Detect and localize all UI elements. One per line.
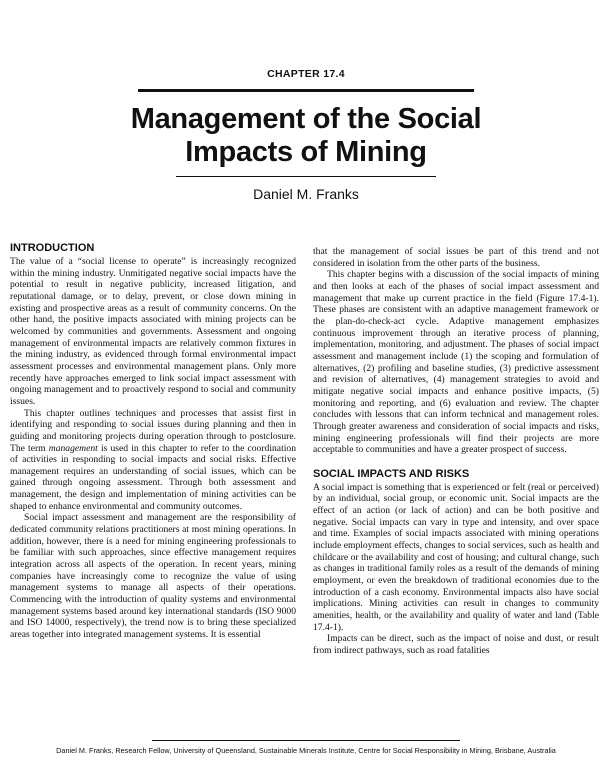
section-heading-social-impacts: SOCIAL IMPACTS AND RISKS [313, 467, 470, 480]
paragraph: that the management of social issues be part of this trend and not considered in isolation from the other parts of the business. [313, 246, 599, 269]
paragraph: Impacts can be direct, such as the impact of noise and dust, or result from indirect pathways, such as road fatalities [313, 633, 599, 656]
right-column [313, 246, 599, 657]
text-run: is used in this chapter to refer to the coordination of activities in responding to social impacts and social risks. Effective management requires an understanding of social issues, which can be gained through ongoing assessment. Through both assessment and management, the design and implementation of mining activities can be shaped to enhance environmental and community outcomes. [10, 442, 296, 512]
paragraph: Social impact assessment and management are the responsibility of dedicated community relations practitioners at most mining operations. In addition, however, there is a need for mining engineering professionals to be familiar with such approaches, since effective management requires integration across all aspects of the operation. In recent years, mining companies have increasingly come to recognize the value of using management systems to manage all aspects of their operations. Commencing with the introduction of quality systems and environmental management systems based around key international standards (ISO 9000 and ISO 14000, respectively), the trend now is to bring these specialized areas together into integrated management systems. It is essential [10, 512, 296, 640]
section-heading-introduction: INTRODUCTION [10, 242, 95, 254]
author-affiliation-footnote: Daniel M. Franks, Research Fellow, University of Queensland, Sustainable Minerals Institute, Centre for Social Responsibility in Mining, Brisbane, Australia [56, 746, 556, 755]
author-name: Daniel M. Franks [253, 186, 359, 202]
emphasis-term: management [48, 442, 98, 454]
title-line-2: Impacts of Mining [185, 136, 427, 168]
paragraph: A social impact is something that is experienced or felt (real or perceived) by an individual, social group, or economic unit. Social impacts are the effect of an action (or lack of action) and can be both positive and negative. Social impacts can vary in type and intensity, and over space and time. Examples of social impacts associated with mining operations include employment effects, changes to social services, such as health and childcare or the availability and cost of housing; and cultural change, such as changes in traditional family roles as a result of the demands of mining employment, or even the breakdown of traditional economies due to the introduction of a cash economy. Environmental impacts also have social implications. Mining activities can result in changes to community amenities, health, or the availability and quality of water and land (Table 17.4-1). [313, 481, 599, 633]
title-rule [176, 176, 436, 177]
chapter-label: CHAPTER 17.4 [267, 68, 345, 80]
text-run: This chapter outlines techniques and processes that assist first in identifying and responding to social issues during planning and then in guiding and monitoring projects during operation through to postclosure. The term [10, 407, 296, 454]
paragraph: This chapter begins with a discussion of the social impacts of mining and then looks at each of the phases of social impact assessment and management that make up current practice in the field (Figure 17.4-1). These phases are consistent with an adaptive management framework or the plan-do-check-act cycle. Adaptive management emphasizes continuous improvement through an iterative process of planning, implementation, monitoring, and adjustment. The phases of social impact assessment and management include (1) the scoping and formulation of alternatives, (2) profiling and baseline studies, (3) predictive assessment and revision of alternatives, (4) management strategies to avoid and mitigate negative social impacts and enhance positive impacts, (5) monitoring and reporting, and (6) evaluation and review. The chapter concludes with lessons that can inform technical and management roles. Through greater awareness and consideration of social impacts and risks, mining engineering professionals will find their projects are more acceptable to communities and have a greater prospect of success. [313, 269, 599, 456]
chapter-title [0, 103, 612, 169]
paragraph [10, 408, 296, 513]
top-rule [138, 89, 474, 92]
left-column [10, 242, 296, 641]
paragraph: The value of a “social license to operate” is increasingly recognized within the mining industry. Unmitigated negative social impacts have the potential to result in negative publicity, increased litigation, and reputational damage, or to delay, prevent, or close down mining in existing and prospective areas as a result of community concerns. On the other hand, the positive impacts associated with mining projects can be welcomed by communities and governments. Assessment and ongoing management of environmental impacts are relatively common fixtures in the mining industry, as evidenced through formal environmental impact assessment processes and environmental management plans. Only more recently have approaches emerged to link social impact assessment with ongoing management and to proactively respond to social and community issues. [10, 256, 296, 407]
title-line-1: Management of the Social [130, 103, 482, 135]
footer-rule [152, 740, 460, 741]
